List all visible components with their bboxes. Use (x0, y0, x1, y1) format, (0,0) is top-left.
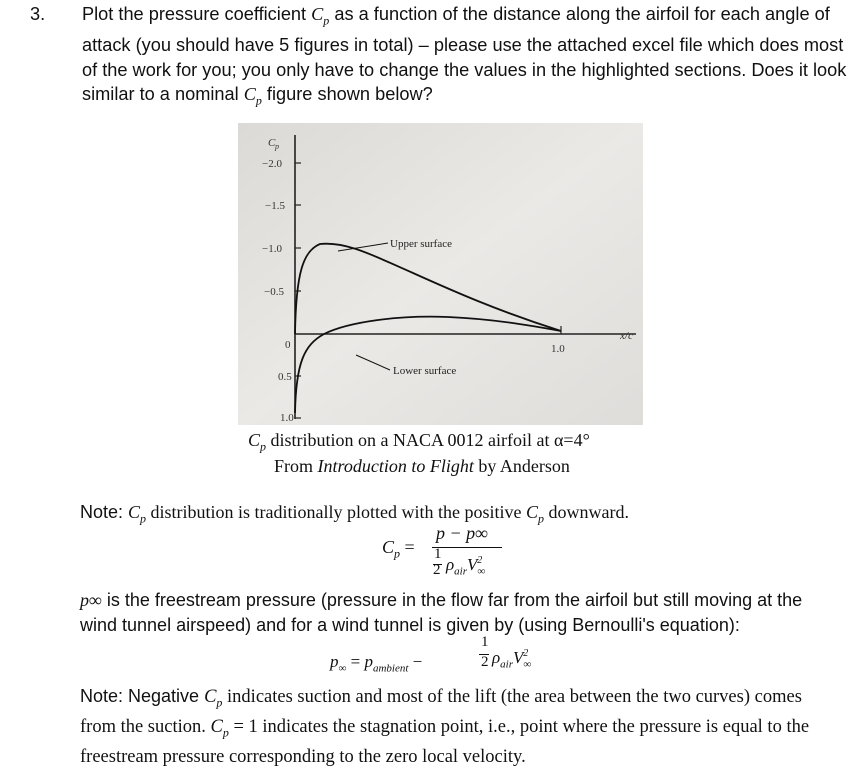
eq2-rest: $\rho_{air}V_\infty^2$ (492, 648, 532, 671)
note2-prefix: Note: Negative (80, 686, 205, 706)
p-inf-symbol: p∞ (80, 590, 102, 610)
y-axis-label-sub: p (275, 142, 279, 151)
cp-symbol-2: $C_p$ (243, 84, 262, 109)
tick-label: 0 (285, 339, 291, 351)
tick-label: −1.5 (265, 200, 285, 212)
eq1-den-two: 2 (433, 562, 441, 578)
tick-label: −2.0 (262, 158, 282, 170)
question-part-b: as a function of the distance along the airfoil for each angle of attack (you should have 5 figures in total) – please use the attached excel file which does most of the work for you; you only have to change the values in the highlighted sections. Does it look similar to a nominal (82, 4, 847, 105)
cp-symbol-3: $C_p$ (248, 430, 267, 454)
lower-surface-label: Lower surface (393, 365, 457, 377)
eq1-numerator: p − p∞ (436, 523, 488, 543)
question-part-c: figure shown below? (261, 84, 433, 105)
x-end-tick-label: 1.0 (551, 343, 565, 355)
photo-background (238, 123, 643, 425)
tick-label: −1.0 (262, 243, 282, 255)
cp-plot (238, 123, 643, 425)
eq1-den-rest: $\rho_{air}V_\infty^2$ (446, 555, 486, 578)
source-prefix: From (274, 456, 318, 476)
freestream-paragraph (80, 588, 840, 637)
question-number: 3. (30, 4, 46, 24)
tick-label: −0.5 (264, 286, 284, 298)
figure-caption (248, 430, 590, 455)
cp-symbol-4: $C_p$ (128, 502, 147, 526)
note-suction (80, 684, 840, 770)
note-plotting (80, 502, 629, 527)
caption-text: distribution on a NACA 0012 airfoil at α=4° (266, 430, 590, 450)
source-suffix: by Anderson (473, 456, 570, 476)
eq2-half-den: 2 (481, 654, 489, 670)
eq1-lhs: $C_p$ = (382, 537, 415, 561)
x-axis-label: x/c (620, 330, 633, 342)
upper-surface-label: Upper surface (390, 238, 452, 250)
note2-text: indicates suction and most of the lift (the area between the two curves) comes from the suction. (80, 687, 802, 738)
note1-end: downward. (544, 502, 630, 522)
question-text (30, 2, 850, 114)
cp-symbol-7: $C_p$ (210, 717, 229, 740)
question-part-a: Plot the pressure coefficient (82, 4, 312, 24)
note1-suffix: distribution is traditionally plotted with the positive (146, 502, 527, 522)
eq2-lhs: $p_\infty = p_{ambient}$ − (330, 652, 423, 675)
eq2-half-num: 1 (481, 634, 489, 650)
eq1-den-half: 1 (434, 546, 442, 562)
cp-distribution-figure (238, 123, 643, 425)
freestream-text: is the freestream pressure (pressure in the flow far from the airfoil but still moving at the wind tunnel airspeed) and for a wind tunnel is given by (using Bernoulli's equation): (80, 590, 803, 635)
note2-text2: = 1 indicates the stagnation point, i.e., point where the pressure is equal to the freestream pressure corresponding to the zero local velocity. (80, 717, 810, 768)
y-axis-label: C (268, 137, 276, 149)
note1-prefix: Note: (80, 502, 129, 522)
tick-label: 0.5 (278, 371, 292, 383)
cp-symbol: $C_p$ (311, 4, 330, 28)
cp-symbol-5: $C_p$ (526, 502, 545, 526)
cp-symbol-6: $C_p$ (204, 687, 223, 710)
eq1-fraction-bar (432, 547, 502, 548)
figure-source (274, 456, 570, 477)
tick-label: 1.0 (280, 412, 294, 424)
source-book: Introduction to Flight (317, 456, 474, 476)
question-body (82, 2, 850, 114)
